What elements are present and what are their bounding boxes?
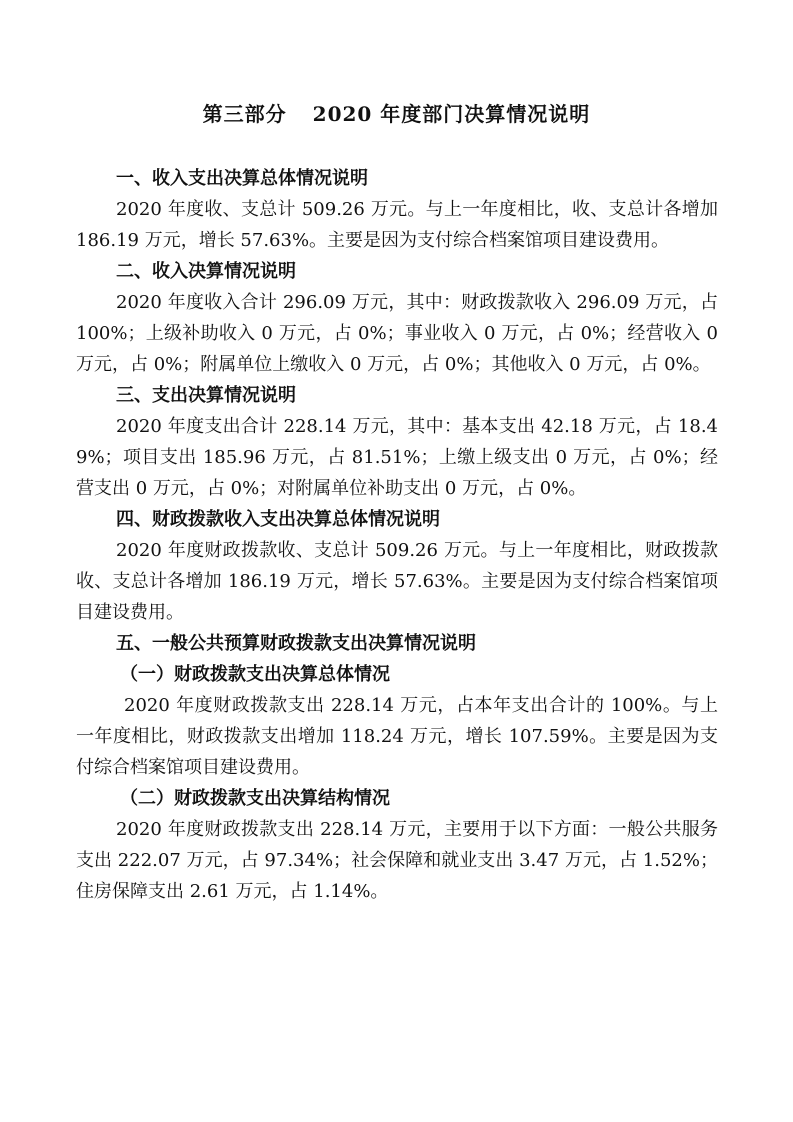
- title-part: 第三部分: [202, 102, 287, 126]
- subsection-heading-2: （二）财政拨款支出决算结构情况: [120, 788, 390, 809]
- section-body-3: 2020 年度支出合计 228.14 万元，其中：基本支出 42.18 万元，占 18.49%；项目支出 185.96 万元，占 81.51%；上缴上级支出 0 万元，占 0%；经营支出 0 万元，占 0%；对附属单位补助支出 0 万元，占 0%。: [76, 416, 718, 499]
- section-body-1: 2020 年度收、支总计 509.26 万元。与上一年度相比，收、支总计各增加 186.19 万元，增长 57.63%。主要是因为支付综合档案馆项目建设费用。: [76, 199, 718, 251]
- title-rest: 2020 年度部门决算情况说明: [312, 102, 591, 126]
- section-heading-3: 三、支出决算情况说明: [116, 385, 296, 406]
- subsection-body-2: 2020 年度财政拨款支出 228.14 万元，主要用于以下方面：一般公共服务支出 222.07 万元，占 97.34%；社会保障和就业支出 3.47 万元，占 1.52%；住房保障支出 2.61 万元，占 1.14%。: [76, 819, 718, 902]
- section-body-4: 2020 年度财政拨款收、支总计 509.26 万元。与上一年度相比，财政拨款收、支总计各增加 186.19 万元，增长 57.63%。主要是因为支付综合档案馆项目建设费用。: [76, 540, 718, 623]
- section-heading-4: 四、财政拨款收入支出决算总体情况说明: [116, 509, 440, 530]
- section-heading-2: 二、收入决算情况说明: [116, 261, 296, 282]
- section-body-2: 2020 年度收入合计 296.09 万元，其中：财政拨款收入 296.09 万元，占 100%；上级补助收入 0 万元，占 0%；事业收入 0 万元，占 0%；经营收入 0 万元，占 0%；附属单位上缴收入 0 万元，占 0%；其他收入 0 万元，占 0%。: [76, 292, 718, 375]
- subsection-heading-1: （一）财政拨款支出决算总体情况: [120, 664, 390, 685]
- section-heading-5: 五、一般公共预算财政拨款支出决算情况说明: [116, 633, 476, 654]
- section-heading-1: 一、收入支出决算总体情况说明: [116, 168, 368, 189]
- page-title: [0, 98, 793, 127]
- document-body: [76, 163, 718, 907]
- subsection-body-1: 2020 年度财政拨款支出 228.14 万元，占本年支出合计的 100%。与上一年度相比，财政拨款支出增加 118.24 万元，增长 107.59%。主要是因为支付综合档案馆项目建设费用。: [76, 695, 718, 778]
